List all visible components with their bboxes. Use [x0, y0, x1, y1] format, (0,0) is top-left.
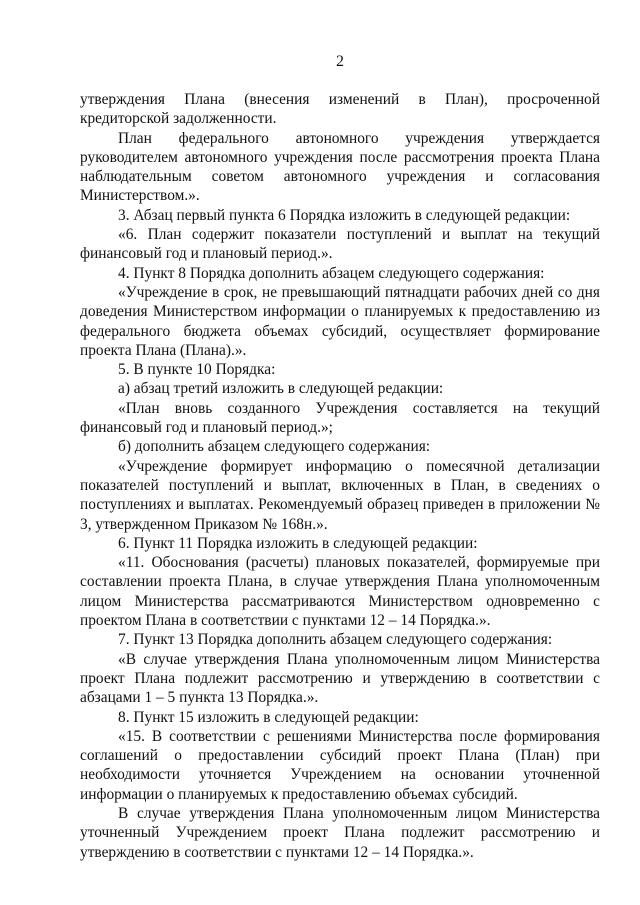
page-number: 2 — [336, 53, 344, 70]
paragraph: 6. Пункт 11 Порядка изложить в следующей редакции: — [118, 534, 478, 552]
paragraph: «В случае утверждения Плана уполномоченным лицом Министерства проект Плана подлежит рассмотрению и утверждению в соответствии с абзацами 1 – 5 пункта 13 Порядка.». — [80, 650, 600, 707]
document-body — [80, 90, 600, 862]
paragraph: «11. Обоснования (расчеты) плановых показателей, формируемые при составлении проекта Плана, в случае утверждения Плана уполномоченным лицом Министерства рассматриваются Министерством одновременно с проектом Плана в соответствии с пунктами 12 – 14 Порядка.». — [80, 554, 600, 630]
paragraph: 4. Пункт 8 Порядка дополнить абзацем следующего содержания: — [118, 264, 545, 282]
paragraph: 8. Пункт 15 изложить в следующей редакции: — [118, 708, 419, 726]
paragraph: «План вновь созданного Учреждения составляется на текущий финансовый год и плановый период.»; — [80, 399, 600, 437]
paragraph: 5. В пункте 10 Порядка: — [118, 361, 276, 379]
paragraph: «6. План содержит показатели поступлений и выплат на текущий финансовый год и плановый период.». — [80, 226, 600, 263]
paragraph: План федерального автономного учреждения утверждается руководителем автономного учреждения после рассмотрения проекта Плана наблюдательным советом автономного учреждения и согласования Министерством.». — [80, 129, 600, 205]
paragraph: В случае утверждения Плана уполномоченным лицом Министерства уточненный Учреждением проект Плана подлежит рассмотрению и утверждению в соответствии с пунктами 12 – 14 Порядка.». — [80, 804, 600, 861]
paragraph: утверждения Плана (внесения изменений в План), просроченной кредиторской задолженности. — [80, 91, 600, 128]
paragraph: «15. В соответствии с решениями Министерства после формирования соглашений о предоставлении субсидий проект Плана (План) при необходимости уточняется Учреждением на основании уточненной информации о планируемых к предоставлению объемах субсидий. — [80, 727, 600, 803]
paragraph: 7. Пункт 13 Порядка дополнить абзацем следующего содержания: — [118, 631, 553, 649]
paragraph: «Учреждение формирует информацию о помесячной детализации показателей поступлений и выплат, включенных в План, в сведениях о поступлениях и выплатах. Рекомендуемый образец приведен в приложении № 3, утвержденном Приказом № 168н.». — [80, 457, 600, 533]
paragraph: а) абзац третий изложить в следующей редакции: — [118, 380, 444, 398]
paragraph: 3. Абзац первый пункта 6 Порядка изложить в следующей редакции: — [118, 206, 571, 224]
paragraph: «Учреждение в срок, не превышающий пятнадцати рабочих дней со дня доведения Министерством информации о планируемых к предоставлению из федерального бюджета объемах субсидий, осуществляет формирование проекта Плана (Плана).». — [80, 283, 600, 359]
paragraph: б) дополнить абзацем следующего содержания: — [118, 438, 431, 456]
